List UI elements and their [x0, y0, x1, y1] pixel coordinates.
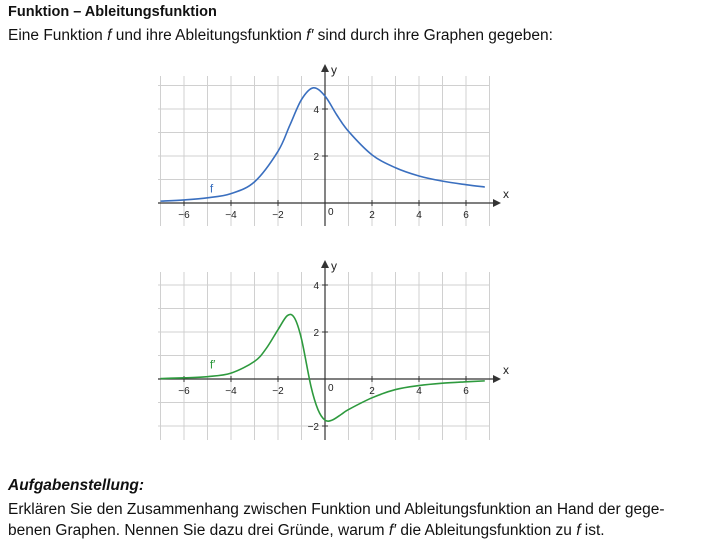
- task-line2-part2: die Ableitungsfunktion zu: [396, 522, 577, 539]
- x-tick-label: −2: [272, 210, 284, 221]
- task-line2-part3: ist.: [580, 522, 605, 539]
- x-axis-label: x: [503, 187, 509, 201]
- y-tick-label: 4: [313, 105, 319, 116]
- y-axis-arrow: [321, 260, 329, 268]
- y-axis-label: y: [331, 259, 337, 273]
- origin-label: 0: [328, 207, 334, 218]
- grid: [158, 272, 490, 440]
- x-tick-label: 4: [416, 210, 422, 221]
- x-tick-label: −6: [178, 386, 190, 397]
- x-tick-label: −6: [178, 210, 190, 221]
- intro-text: [8, 27, 553, 45]
- task-f: f: [576, 522, 581, 539]
- series-label: f′: [209, 357, 216, 372]
- task-line1: Erklären Sie den Zusammenhang zwischen Funktion und Ableitungsfunktion an Hand der gege-: [8, 501, 665, 518]
- intro-part3: sind durch ihre Graphen gegeben:: [313, 27, 553, 44]
- x-tick-label: 2: [369, 386, 375, 397]
- task-title: Aufgabenstellung:: [8, 477, 145, 494]
- y-tick-label: 2: [313, 328, 319, 339]
- x-tick-label: −4: [225, 210, 237, 221]
- intro-f: f: [107, 27, 112, 44]
- task-line2: [8, 520, 714, 541]
- y-tick-label: 2: [313, 152, 319, 163]
- x-tick-label: 6: [463, 386, 469, 397]
- x-tick-label: 2: [369, 210, 375, 221]
- x-axis-arrow: [493, 199, 501, 207]
- x-axis-label: x: [503, 363, 509, 377]
- task-line2-part1: benen Graphen. Nennen Sie dazu drei Gründe, warum: [8, 522, 389, 539]
- x-tick-label: −4: [225, 386, 237, 397]
- intro-part1: Eine Funktion: [8, 27, 108, 44]
- y-axis-arrow: [321, 64, 329, 72]
- y-tick-label: −2: [307, 422, 319, 433]
- x-tick-label: −2: [272, 386, 284, 397]
- x-tick-label: 6: [463, 210, 469, 221]
- page-heading: Funktion – Ableitungsfunktion: [8, 4, 217, 20]
- y-tick-label: 4: [313, 281, 319, 292]
- series-label: f: [209, 181, 214, 196]
- graph-f: [0, 56, 718, 236]
- graph-fprime: [0, 252, 718, 452]
- origin-label: 0: [328, 383, 334, 394]
- x-axis-arrow: [493, 375, 501, 383]
- intro-part2: und ihre Ableitungsfunktion: [111, 27, 307, 44]
- task-text: [8, 499, 714, 541]
- intro-fprime: f′: [306, 27, 314, 44]
- x-tick-label: 4: [416, 386, 422, 397]
- y-axis-label: y: [331, 63, 337, 77]
- task-fprime: f′: [388, 522, 397, 539]
